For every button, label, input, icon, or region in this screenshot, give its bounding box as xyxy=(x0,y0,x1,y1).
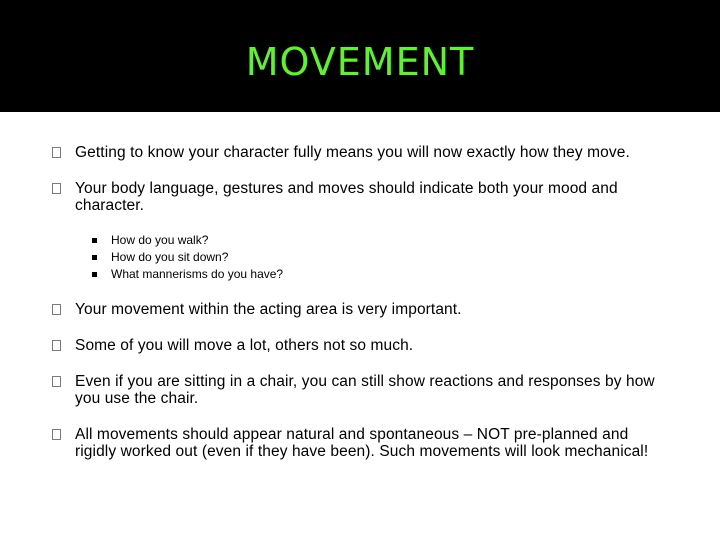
bullet-text: Getting to know your character fully means you will now exactly how they move. xyxy=(75,144,630,161)
bullet-item xyxy=(52,426,672,460)
sub-bullet-item xyxy=(92,232,672,249)
bullet-box-icon xyxy=(52,304,61,315)
title-bar xyxy=(0,0,720,112)
bullet-item xyxy=(52,337,672,354)
bullet-text: Some of you will move a lot, others not so much. xyxy=(75,337,414,354)
bullet-box-icon xyxy=(52,183,61,194)
square-bullet-icon xyxy=(92,238,97,243)
slide-content xyxy=(52,144,672,460)
slide-title: MOVEMENT xyxy=(245,40,475,84)
bullet-text: Even if you are sitting in a chair, you can still show reactions and responses by how you use the chair. xyxy=(75,373,655,407)
bullet-item xyxy=(52,144,672,161)
bullet-box-icon xyxy=(52,147,61,158)
bullet-text: Your movement within the acting area is very important. xyxy=(75,301,462,318)
bullet-box-icon xyxy=(52,340,61,351)
bullet-text: All movements should appear natural and spontaneous – NOT pre-planned and rigidly worked out (even if they have been). Such movements will look mechanical! xyxy=(75,426,649,460)
square-bullet-icon xyxy=(92,255,97,260)
square-bullet-icon xyxy=(92,272,97,277)
bullet-box-icon xyxy=(52,376,61,387)
bullet-text: Your body language, gestures and moves should indicate both your mood and character. xyxy=(75,180,618,214)
bullet-item xyxy=(52,373,672,407)
bullet-box-icon xyxy=(52,429,61,440)
bullet-item xyxy=(52,180,672,214)
sub-bullet-list xyxy=(52,232,672,283)
sub-bullet-text: What mannerisms do you have? xyxy=(111,267,284,281)
sub-bullet-item xyxy=(92,249,672,266)
sub-bullet-text: How do you walk? xyxy=(111,233,209,247)
bullet-item xyxy=(52,301,672,318)
sub-bullet-item xyxy=(92,266,672,283)
sub-bullet-text: How do you sit down? xyxy=(111,250,229,264)
